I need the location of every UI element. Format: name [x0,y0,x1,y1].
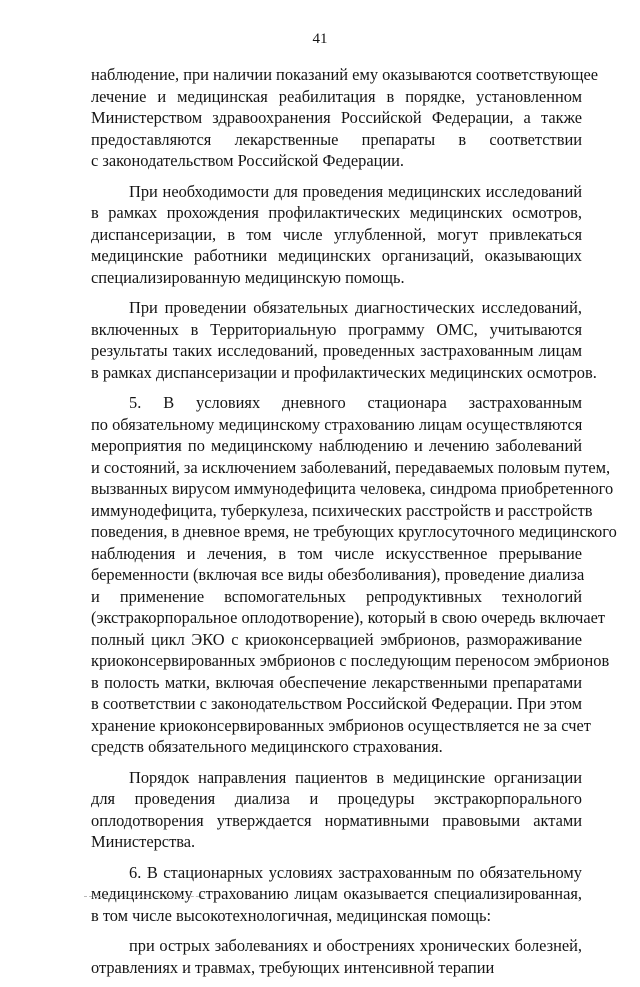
text-line: в рамках прохождения профилактических медицинских осмотров, [91,203,582,222]
text-line: в полость матки, включая обеспечение лекарственными препаратами [91,672,582,692]
text-line: наблюдение, при наличии показаний ему оказываются соответствующее [91,65,599,84]
paragraph [91,64,599,172]
text-line: диспансеризации, в том числе углубленной, могут привлекаться [91,224,582,244]
text-line: Порядок направления пациентов в медицинские организации [129,767,582,787]
paragraph [91,181,582,289]
text-line: в рамках диспансеризации и профилактических медицинских осмотров. [91,362,597,382]
text-line: Министерством здравоохранения Российской Федерации, а также [91,108,582,127]
text-line: лечение и медицинская реабилитация в порядке, установленном [91,86,582,106]
text-line: криоконсервированных эмбрионов с последующим переносом эмбрионов [91,651,610,670]
text-line: При проведении обязательных диагностических исследований, [129,298,582,317]
text-line: оплодотворения утверждается нормативными правовыми актами [91,810,582,830]
text-line: наблюдения и лечения, в том числе искусственное прерывание [91,543,582,563]
text-line: полный цикл ЭКО с криоконсервацией эмбрионов, размораживание [91,629,582,649]
text-line: Министерства. [91,832,196,851]
paragraph [91,392,617,758]
text-line: При необходимости для проведения медицинских исследований [129,181,582,201]
text-line: специализированную медицинскую помощь. [91,267,405,287]
text-line: мероприятия по медицинскому наблюдению и лечению заболеваний [91,436,582,455]
text-line: отравлениях и травмах, требующих интенсивной терапии [91,957,495,977]
text-line: вызванных вирусом иммунодефицита человека, синдрома приобретенного [91,479,614,498]
text-line: поведения, в дневное время, не требующих круглосуточного медицинского [91,522,617,541]
text-line: беременности (включая все виды обезболивания), проведение диализа [91,565,585,584]
text-line: включенных в Территориальную программу ОМС, учитываются [91,319,582,339]
text-line: иммунодефицита, туберкулеза, психических расстройств и расстройств [91,500,593,520]
page-number: 41 [312,31,328,47]
text-line: для проведения диализа и процедуры экстракорпорального [91,789,582,808]
text-line: медицинскому страхованию лицам оказывается специализированная, [91,884,582,903]
text-line: 5. В условиях дневного стационара застрахованным [129,393,582,412]
text-line: средств обязательного медицинского страхования. [91,737,443,756]
text-line: и применение вспомогательных репродуктивных технологий [91,586,582,606]
paragraph [91,767,582,853]
footer-rule [84,896,204,897]
text-line: хранение криоконсервированных эмбрионов осуществляется не за счет [91,715,591,735]
paragraph [91,862,582,927]
text-line: в соответствии с законодательством Российской Федерации. При этом [91,694,582,713]
paragraph [91,935,582,978]
document-body [91,64,617,987]
text-line: при острых заболеваниях и обострениях хронических болезней, [129,936,582,955]
text-line: по обязательному медицинскому страхованию лицам осуществляются [91,414,583,434]
text-line: с законодательством Российской Федерации. [91,151,405,170]
text-line: результаты таких исследований, проведенных застрахованным лицам [91,341,582,360]
text-line: 6. В стационарных условиях застрахованным по обязательному [129,862,582,882]
text-line: предоставляются лекарственные препараты в соответствии [91,129,582,149]
text-line: (экстракорпоральное оплодотворение), который в свою очередь включает [91,608,606,627]
paragraph [91,297,597,383]
text-line: и состояний, за исключением заболеваний, передаваемых половым путем, [91,457,611,477]
text-line: в том числе высокотехнологичная, медицинская помощь: [91,905,492,925]
text-line: медицинские работники медицинских организаций, оказывающих [91,246,582,265]
